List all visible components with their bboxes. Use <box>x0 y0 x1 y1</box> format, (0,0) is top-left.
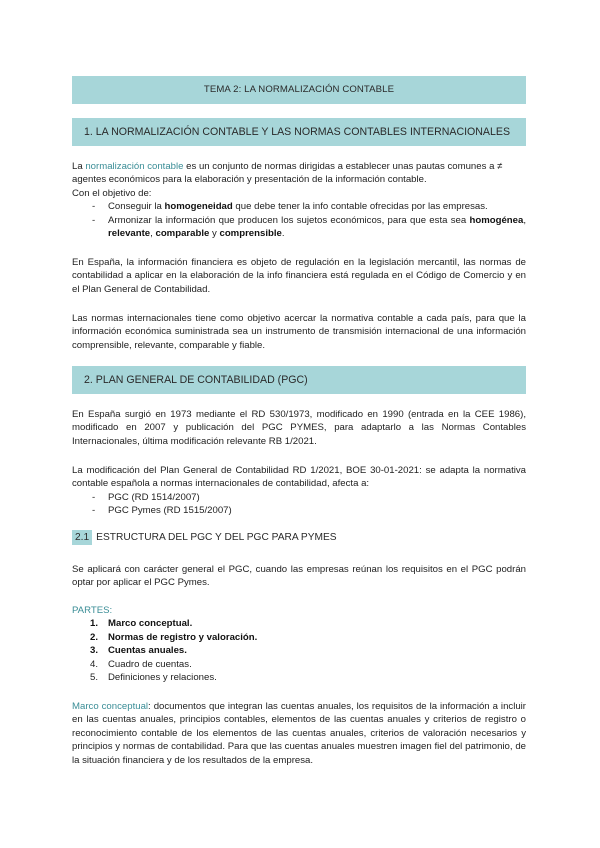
parts-label: PARTES: <box>72 605 113 616</box>
history-paragraph: En España surgió en 1973 mediante el RD 530/1973, modificado en 1990 (entrada en la CEE 1986), modificado en 2007 y publicación del PGC PYMES, para adaptarlo a las Normas Contables Internacionales, última modificación relevante RB 1/2021. <box>72 409 526 447</box>
list-item: 3. Cuentas anuales. <box>90 645 187 657</box>
list-item: 4. Cuadro de cuentas. <box>90 658 192 670</box>
term-marco-conceptual: Marco conceptual <box>72 701 149 712</box>
list-item: 1. Marco conceptual. <box>90 618 193 630</box>
list-item: - Conseguir la homogeneidad que debe tener la info contable ofrecidas por las empresas. <box>72 200 526 213</box>
regulation-paragraph: En España, la información financiera es objeto de regulación en la legislación mercantil, las normas de contabilidad a aplicar en la elaboración de la info financiera está regulada en el Código de Comercio y en el Plan General de Contabilidad. <box>72 257 526 295</box>
modification-paragraph: La modificación del Plan General de Contabilidad RD 1/2021, BOE 30-01-2021: se adapta la normativa contable española a normas internacionales de contabilidad, afecta a: <box>72 465 526 490</box>
section-number: 2.1 <box>72 530 92 545</box>
parts-list <box>72 617 526 684</box>
list-item: - PGC Pymes (RD 1515/2007) <box>72 504 526 517</box>
objective-list <box>72 200 526 240</box>
list-item: - Armonizar la información que producen los sujetos económicos, para que esta sea homogénea, relevante, comparable y comprensible. <box>72 214 526 241</box>
intro-paragraph: La normalización contable es un conjunto de normas dirigidas a establecer unas pautas comunes a ≠ agentes económicos para la elaboración y presentación de la información contable. <box>72 161 503 186</box>
list-item: 2. Normas de registro y valoración. <box>90 631 258 643</box>
term-normalizacion: normalización contable <box>85 161 184 172</box>
section-2-1-heading <box>72 531 337 544</box>
list-item: 5. Definiciones y relaciones. <box>90 672 217 684</box>
international-paragraph: Las normas internacionales tiene como objetivo acercar la normativa contable a cada país, para que la información económica suministrada sea un instrumento de transmisión internacional de una información comprensible, relevante, comparable y fiable. <box>72 313 526 351</box>
list-item: - PGC (RD 1514/2007) <box>72 491 526 504</box>
application-paragraph: Se aplicará con carácter general el PGC, cuando las empresas reúnan los requisitos en el PGC podrán optar por aplicar el PGC Pymes. <box>72 564 526 589</box>
section-2-heading: 2. PLAN GENERAL DE CONTABILIDAD (PGC) <box>72 366 526 394</box>
pgc-list <box>72 491 526 518</box>
document-title: TEMA 2: LA NORMALIZACIÓN CONTABLE <box>72 76 526 104</box>
modification-block <box>72 464 526 518</box>
section-1-heading: 1. LA NORMALIZACIÓN CONTABLE Y LAS NORMAS CONTABLES INTERNACIONALES <box>72 118 526 146</box>
parts-block <box>72 604 526 684</box>
marco-paragraph: Marco conceptual: documentos que integran las cuentas anuales, los requisitos de la información a incluir en las cuentas anuales, principios contables, elementos de las cuentas anuales y criterios de registro o reconocimiento contable de los elementos de las cuentas anuales, criterios de valoración necesarios y principios y normas de contabilidad. Para que las cuentas anuales muestren imagen fiel del patrimonio, de la situación financiera y de los resultados de la empresa. <box>72 701 526 766</box>
objective-label: Con el objetivo de: <box>72 187 152 199</box>
section-1-body <box>72 160 526 240</box>
section-title: ESTRUCTURA DEL PGC Y DEL PGC PARA PYMES <box>96 532 337 543</box>
